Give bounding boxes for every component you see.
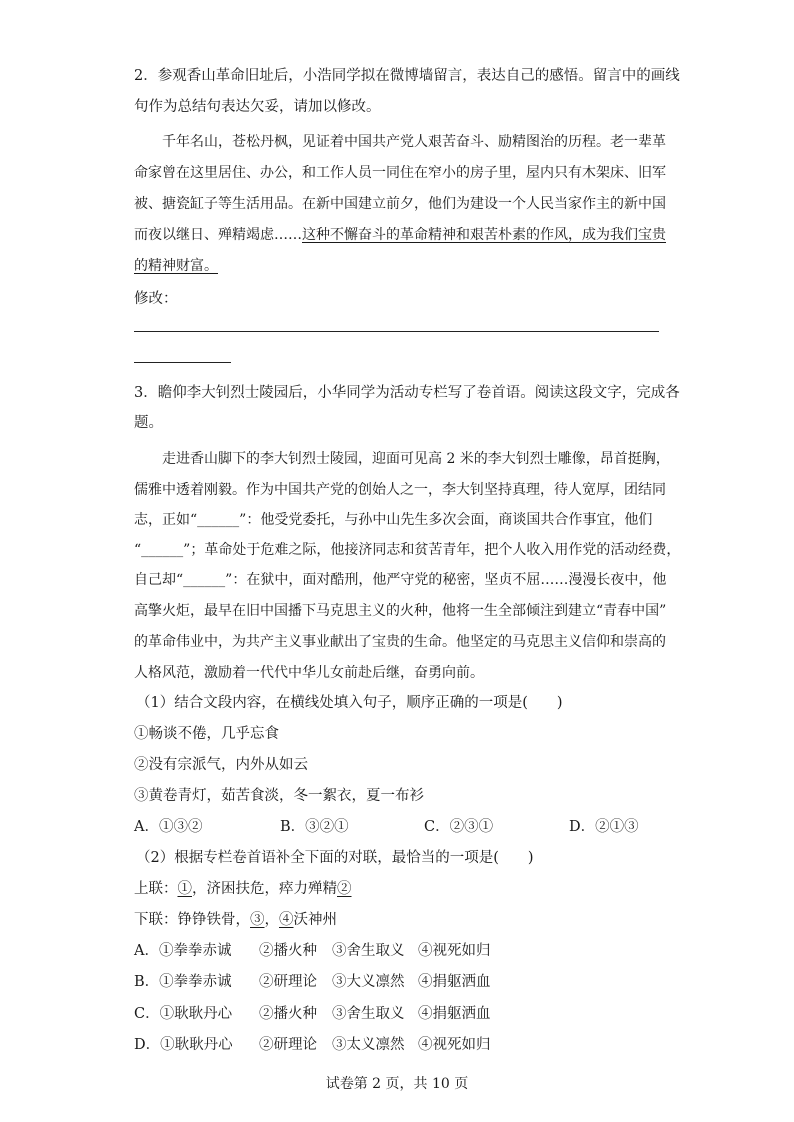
blank-1: ______	[197, 512, 240, 528]
couplet-lower	[134, 910, 660, 930]
q3-sub1-option-b[interactable]: B．③②①	[280, 819, 349, 835]
q3-sub1-option-d[interactable]: D．②①③	[569, 819, 639, 835]
q3-sub2-option-d-2: ②研理论	[259, 1037, 317, 1053]
q2-stem-line1: 2．参观香山革命旧址后，小浩同学拟在微博墙留言，表达自己的感悟。留言中的画线	[134, 68, 680, 84]
blank-1: ①	[177, 881, 192, 897]
q3-sub1-stem: （1）结合文段内容，在横线处填入句子，顺序正确的一项是( )	[136, 695, 563, 711]
q3-sub1-item1: ①畅谈不倦，几乎忘食	[134, 726, 279, 742]
q2-passage-line3: 被、搪瓷缸子等生活用品。在新中国建立前夕，他们为建设一个人民当家作主的新中国	[134, 196, 666, 212]
text: ”；革命处于危难之际，他接济同志和贫苦青年，把个人收入用作党的活动经费，	[183, 542, 681, 558]
q3-sub2-option-d-3: ③太义凛然	[332, 1037, 405, 1053]
q3-sub1-item2: ②没有宗派气，内外从如云	[134, 757, 308, 773]
q3-stem-line1: 3．瞻仰李大钊烈士陵园后，小华同学为活动专栏写了卷首语。阅读这段文字，完成各	[134, 385, 680, 401]
q2-underlined-sentence: 这种不懈奋斗的革命精神和艰苦朴素的作风，成为我们宝贵	[302, 227, 666, 243]
q3-sub2-option-c-2: ②播火种	[259, 1006, 317, 1022]
text: 志，正如“	[134, 512, 198, 528]
q3-sub2-option-a-4: ④视死如归	[418, 943, 491, 959]
q3-passage-line8: 人格风范，激励着一代代中华儿女前赴后继，奋勇向前。	[134, 665, 484, 681]
q3-sub2-option-a[interactable]: A．①拳拳赤诚	[134, 943, 232, 959]
q3-sub2-option-c-3: ③舍生取义	[332, 1006, 405, 1022]
q3-passage-line4	[134, 540, 681, 560]
q3-passage-line7: 的革命伟业中，为共产主义事业献出了宝贵的生命。他坚定的马克思主义信仰和崇高的	[134, 634, 666, 650]
q2-underlined-sentence-end: 的精神财富。	[134, 258, 218, 274]
couplet-upper	[134, 879, 660, 899]
blank-4: ④	[279, 912, 294, 928]
text: 上联：	[134, 881, 178, 897]
q3-sub2-option-b[interactable]: B．①拳拳赤诚	[134, 974, 232, 990]
q3-sub1-item3: ③黄卷青灯，茹苦食淡，冬一絮衣，夏一布衫	[134, 788, 424, 804]
text: 沃神州	[293, 912, 337, 928]
answer-line-short[interactable]	[134, 362, 231, 363]
q3-sub1-option-a[interactable]: A．①③②	[134, 819, 203, 835]
text: “	[134, 542, 142, 558]
blank-3: ③	[250, 912, 265, 928]
q2-passage-line1: 千年名山，苍松丹枫，见证着中国共产党人艰苦奋斗、励精图治的历程。老一辈革	[162, 134, 666, 150]
answer-line[interactable]	[134, 331, 659, 332]
q3-sub2-option-d-4: ④视死如归	[418, 1037, 491, 1053]
q3-passage-line3	[134, 510, 660, 530]
q2-stem-line2: 句作为总结句表达欠妥，请加以修改。	[134, 99, 381, 115]
q3-sub2-option-b-2: ②研理论	[259, 974, 317, 990]
blank-3: ______	[183, 572, 226, 588]
q3-sub1-option-c[interactable]: C．②③①	[424, 819, 494, 835]
q3-sub2-stem: （2）根据专栏卷首语补全下面的对联，最恰当的一项是( )	[136, 850, 534, 866]
q3-passage-line1: 走进香山脚下的李大钊烈士陵园，迎面可见高 2 米的李大钊烈士雕像，昂首挺胸，	[162, 451, 670, 467]
q2-passage-line4	[134, 225, 666, 245]
q3-stem-line2: 题。	[134, 415, 163, 431]
q2-passage-line2: 命家曾在这里居住、办公，和工作人员一同住在窄小的房子里，屋内只有木架床、旧军	[134, 165, 666, 181]
q3-sub2-option-c[interactable]: C．①耿耿丹心	[134, 1006, 233, 1022]
q2-passage-plain: 而夜以继日、殚精竭虑……	[134, 227, 302, 243]
q3-sub2-option-a-2: ②播火种	[259, 943, 317, 959]
q3-sub2-option-b-3: ③大义凛然	[332, 974, 405, 990]
q2-passage-line5	[134, 256, 660, 276]
blank-2: ②	[337, 881, 352, 897]
text: ”：他受党委托，与孙中山先生多次会面，商谈国共合作事宜，他们	[239, 512, 653, 528]
text: 下联：铮铮铁骨，	[134, 912, 250, 928]
q3-passage-line5	[134, 570, 667, 590]
q3-sub2-option-b-4: ④捐躯洒血	[418, 974, 491, 990]
q3-sub2-option-c-4: ④捐躯洒血	[418, 1006, 491, 1022]
text: ”：在狱中，面对酷刑，他严守党的秘密，坚贞不屈……漫漫长夜中，他	[225, 572, 667, 588]
text: 自己却“	[134, 572, 184, 588]
q3-sub2-option-a-3: ③舍生取义	[332, 943, 405, 959]
q2-revise-label: 修改：	[134, 291, 178, 307]
text: ，	[264, 912, 279, 928]
page-footer: 试卷第 2 页，共 10 页	[325, 1076, 469, 1092]
blank-2: ______	[141, 542, 184, 558]
q3-sub2-option-d[interactable]: D．①耿耿丹心	[134, 1037, 233, 1053]
q3-passage-line6: 高擎火炬，最早在旧中国播下马克思主义的火种，他将一生全部倾注到建立“青春中国”	[134, 603, 667, 619]
text: ，济困扶危，瘁力殚精	[192, 881, 337, 897]
q3-passage-line2: 儒雅中透着刚毅。作为中国共产党的创始人之一，李大钊坚持真理，待人宽厚，团结同	[134, 482, 666, 498]
